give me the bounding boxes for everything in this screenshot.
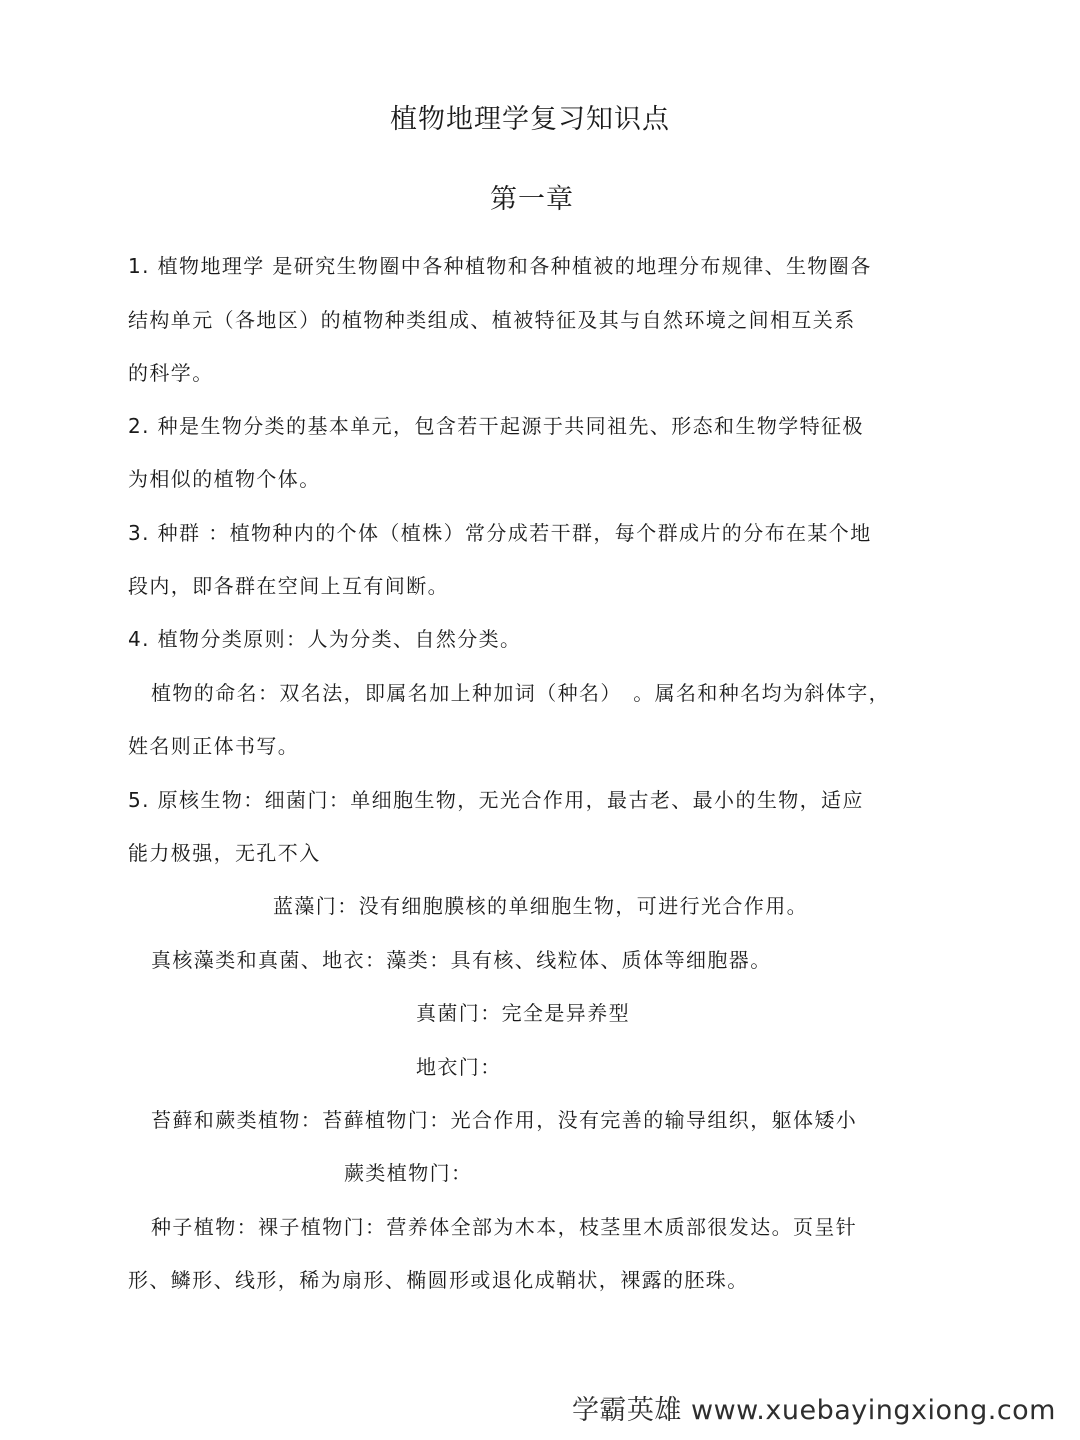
paragraph-line: 段内，即各群在空间上互有间断。 xyxy=(128,574,449,598)
paragraph-line: 能力极强，无孔不入 xyxy=(128,841,321,865)
paragraph-line: 结构单元（各地区）的植物种类组成、植被特征及其与自然环境之间相互关系 xyxy=(128,308,856,332)
paragraph-line: 3. 种群 ：植物种内的个体（植株）常分成若干群，每个群成片的分布在某个地 xyxy=(128,521,872,545)
paragraph-line: 种子植物：裸子植物门：营养体全部为木本，枝茎里木质部很发达。页呈针 xyxy=(151,1215,858,1239)
paragraph-line: 为相似的植物个体。 xyxy=(128,467,321,491)
paragraph-line: 植物的命名：双名法，即属名加上种加词（种名） 。属名和种名均为斜体字， xyxy=(151,681,890,705)
paragraph-line: 4. 植物分类原则：人为分类、自然分类。 xyxy=(128,627,522,651)
paragraph-line: 地衣门： xyxy=(416,1055,502,1079)
document-title: 植物地理学复习知识点 xyxy=(390,104,670,135)
paragraph-line: 姓名则正体书写。 xyxy=(128,734,300,758)
site-watermark: 学霸英雄 www.xuebayingxiong.com xyxy=(571,1395,1056,1426)
paragraph-line: 蕨类植物门： xyxy=(344,1161,473,1185)
chapter-title: 第一章 xyxy=(490,184,574,215)
paragraph-line: 1. 植物地理学 是研究生物圈中各种植物和各种植被的地理分布规律、生物圈各 xyxy=(128,254,872,278)
paragraph-line: 苔藓和蕨类植物：苔藓植物门：光合作用，没有完善的输导组织，躯体矮小 xyxy=(151,1108,858,1132)
paragraph-line: 5. 原核生物：细菌门：单细胞生物，无光合作用，最古老、最小的生物，适应 xyxy=(128,788,864,812)
paragraph-line: 形、鳞形、线形，稀为扇形、椭圆形或退化成鞘状，裸露的胚珠。 xyxy=(128,1268,749,1292)
paragraph-line: 2. 种是生物分类的基本单元，包含若干起源于共同祖先、形态和生物学特征极 xyxy=(128,414,864,438)
paragraph-line: 真核藻类和真菌、地衣：藻类：具有核、线粒体、质体等细胞器。 xyxy=(151,948,772,972)
paragraph-line: 蓝藻门：没有细胞膜核的单细胞生物，可进行光合作用。 xyxy=(273,894,808,918)
paragraph-line: 的科学。 xyxy=(128,361,214,385)
paragraph-line: 真菌门：完全是异养型 xyxy=(416,1001,630,1025)
